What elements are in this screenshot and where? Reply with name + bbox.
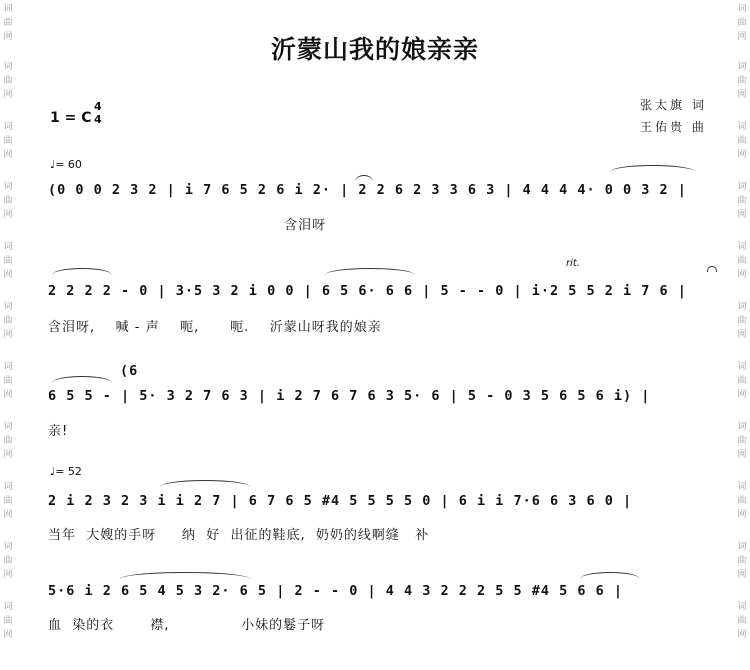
watermark-left-6: 词 曲 网 xyxy=(3,302,13,340)
fermata-icon xyxy=(707,266,717,272)
staff-system-1: (0 0 0 2 3 2 | i 7 6 5 2 6 i 2· | 2 2 6 2 3 3 6 3 | 4 4 4 4· 0 0 3 2 | xyxy=(48,182,687,198)
key-signature: 1 = C xyxy=(50,110,92,126)
watermark-right-10: 词 曲 网 xyxy=(737,542,747,580)
slur xyxy=(52,268,112,275)
slur xyxy=(325,268,415,275)
time-signature xyxy=(94,100,102,126)
watermark-left-3: 词 曲 网 xyxy=(3,122,13,160)
watermark-left-10: 词 曲 网 xyxy=(3,542,13,580)
watermark-right-1: 词 曲 网 xyxy=(737,4,747,42)
watermark-right-6: 词 曲 网 xyxy=(737,302,747,340)
staff-system-3: 6 5 5 - | 5· 3 2 7 6 3 | i 2 7 6 7 6 3 5· 6 | 5 - 0 3 5 6 5 6 i) | xyxy=(48,388,651,404)
watermark-left-7: 词 曲 网 xyxy=(3,362,13,400)
lyric-line-3: 亲! xyxy=(48,424,69,439)
watermark-left-8: 词 曲 网 xyxy=(3,422,13,460)
grace-note-paren: (6 xyxy=(120,363,139,379)
slur xyxy=(52,376,112,383)
tempo-marking-2: ♩= 52 xyxy=(50,465,82,478)
time-top: 4 xyxy=(94,100,102,113)
watermark-left-5: 词 曲 网 xyxy=(3,242,13,280)
watermark-left-1: 词 曲 网 xyxy=(3,4,13,42)
lyric-line-5: 血 染的衣 襟, 小妹的鬈子呀 xyxy=(48,618,326,633)
staff-system-5: 5·6 i 2 6 5 4 5 3 2· 6 5 | 2 - - 0 | 4 4 3 2 2 2 5 5 #4 5 6 6 | xyxy=(48,583,624,599)
lyric-line-2: 含泪呀, 喊 - 声 呃, 呃. 沂蒙山呀我的娘亲 xyxy=(48,320,382,335)
watermark-right-11: 词 曲 网 xyxy=(737,602,747,640)
lyricist-credit: 张太旗 词 xyxy=(640,98,707,112)
watermark-right-5: 词 曲 网 xyxy=(737,242,747,280)
lyric-line-1: 含泪呀 xyxy=(48,218,327,233)
staff-system-2: 2 2 2 2 - 0 | 3·5 3 2 i 0 0 | 6 5 6· 6 6 | 5 - - 0 | i·2 5 5 2 i 7 6 | xyxy=(48,283,687,299)
page-title: 沂蒙山我的娘亲亲 xyxy=(270,35,479,64)
slur xyxy=(580,572,640,579)
watermark-right-4: 词 曲 网 xyxy=(737,182,747,220)
watermark-right-8: 词 曲 网 xyxy=(737,422,747,460)
watermark-left-11: 词 曲 网 xyxy=(3,602,13,640)
composer-credit: 王佑贵 曲 xyxy=(640,120,707,134)
watermark-right-9: 词 曲 网 xyxy=(737,482,747,520)
watermark-right-3: 词 曲 网 xyxy=(737,122,747,160)
watermark-right-2: 词 曲 网 xyxy=(737,62,747,100)
rit-marking: rit. xyxy=(566,258,580,269)
slur xyxy=(610,165,695,172)
staff-system-4: 2 i 2 3 2 3 i i 2 7 | 6 7 6 5 #4 5 5 5 5 0 | 6 i i 7·6 6 3 6 0 | xyxy=(48,493,633,509)
slur xyxy=(120,572,250,579)
watermark-right-7: 词 曲 网 xyxy=(737,362,747,400)
lyric-line-4: 当年 大嫂的手呀 纳 好 出征的鞋底, 奶奶的线啊缝 补 xyxy=(48,528,430,543)
tempo-marking-1: ♩= 60 xyxy=(50,158,82,171)
time-bottom: 4 xyxy=(94,113,102,126)
watermark-left-4: 词 曲 网 xyxy=(3,182,13,220)
slur xyxy=(160,480,250,487)
watermark-left-2: 词 曲 网 xyxy=(3,62,13,100)
watermark-left-9: 词 曲 网 xyxy=(3,482,13,520)
slur xyxy=(355,175,373,182)
